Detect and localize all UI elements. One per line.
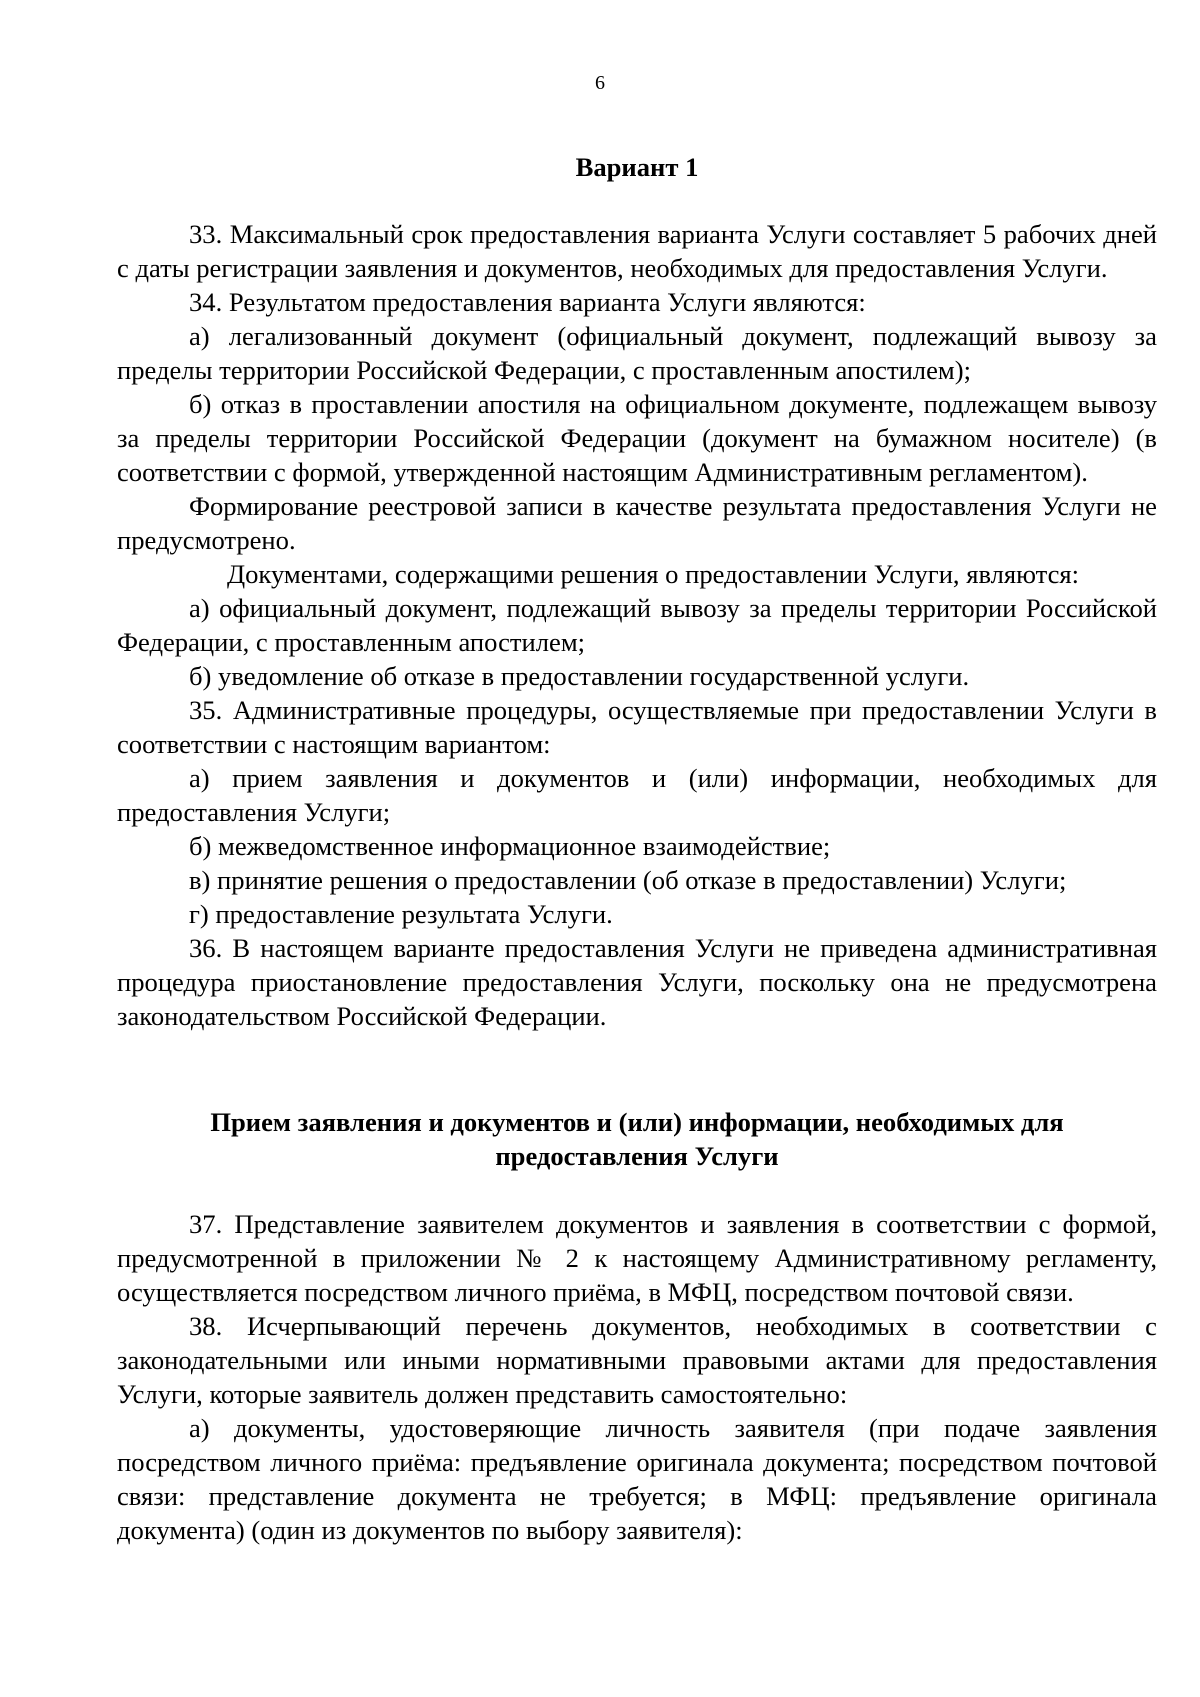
paragraph-36: 36. В настоящем варианте предоставления Услуги не приведена административная процедура приостановление предоставления Услуги, поскольку она не предусмотрена законодательством Российской Федерации. xyxy=(117,933,1157,1031)
document-body xyxy=(117,150,1157,1547)
paragraph-35: 35. Административные процедуры, осуществляемые при предоставлении Услуги в соответствии с настоящим вариантом: xyxy=(117,695,1157,759)
paragraph-33: 33. Максимальный срок предоставления варианта Услуги составляет 5 рабочих дней с даты регистрации заявления и документов, необходимых для предоставления Услуги. xyxy=(117,219,1157,283)
paragraph-34-a: а) легализованный документ (официальный документ, подлежащий вывозу за пределы территории Российской Федерации, с проставленным апостилем); xyxy=(117,321,1157,385)
section-heading-variant: Вариант 1 xyxy=(575,152,699,182)
paragraph-decision-b: б) уведомление об отказе в предоставлении государственной услуги. xyxy=(189,661,970,691)
paragraph-34: 34. Результатом предоставления варианта Услуги являются: xyxy=(189,287,866,317)
paragraph-34-b: б) отказ в проставлении апостиля на официальном документе, подлежащем вывозу за пределы территории Российской Федерации (документ на бумажном носителе) (в соответствии с формой, утвержденной настоящим Административным регламентом). xyxy=(117,389,1157,487)
page-number: 6 xyxy=(595,72,605,94)
section-heading-application xyxy=(117,1105,1157,1173)
paragraph-38-a: а) документы, удостоверяющие личность заявителя (при подаче заявления посредством личного приёма: предъявление оригинала документа; посредством почтовой связи: представление документа не требуется; в МФЦ: предъявление оригинала документа) (один из документов по выбору заявителя): xyxy=(117,1413,1157,1545)
section-heading-application-line-2: предоставления Услуги xyxy=(495,1141,779,1171)
paragraph-37: 37. Представление заявителем документов и заявления в соответствии с формой, предусмотренной в приложении № 2 к настоящему Административному регламенту, осуществляется посредством личного приёма, в МФЦ, посредством почтовой связи. xyxy=(117,1209,1157,1307)
paragraph-35-b: б) межведомственное информационное взаимодействие; xyxy=(189,831,831,861)
paragraph-registry-record: Формирование реестровой записи в качестве результата предоставления Услуги не предусмотрено. xyxy=(117,491,1157,555)
paragraph-38: 38. Исчерпывающий перечень документов, необходимых в соответствии с законодательными или иными нормативными правовыми актами для предоставления Услуги, которые заявитель должен представить самостоятельно: xyxy=(117,1311,1157,1409)
paragraph-decision-documents: Документами, содержащими решения о предоставлении Услуги, являются: xyxy=(227,559,1080,589)
paragraph-35-c: в) принятие решения о предоставлении (об отказе в предоставлении) Услуги; xyxy=(189,865,1067,895)
paragraph-35-a: а) прием заявления и документов и (или) информации, необходимых для предоставления Услуги; xyxy=(117,763,1157,827)
paragraph-35-d: г) предоставление результата Услуги. xyxy=(189,899,613,929)
section-heading-application-line-1: Прием заявления и документов и (или) информации, необходимых для xyxy=(210,1107,1064,1137)
paragraph-decision-a: а) официальный документ, подлежащий вывозу за пределы территории Российской Федерации, с проставленным апостилем; xyxy=(117,593,1157,657)
